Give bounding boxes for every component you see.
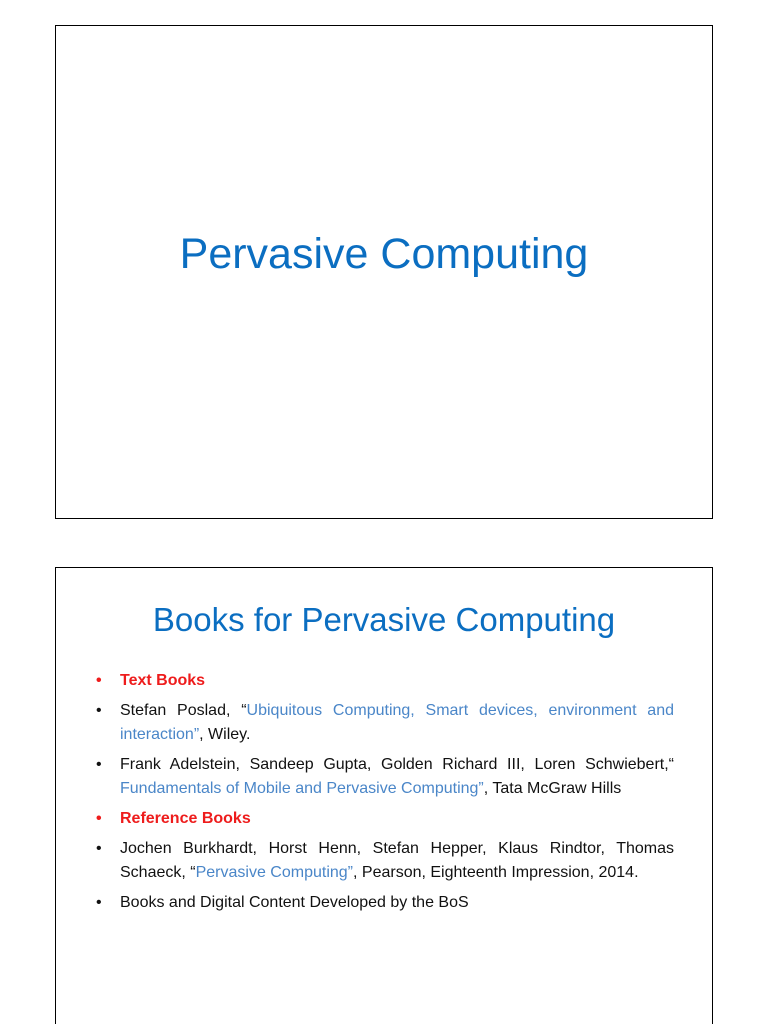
bullet-icon: • — [96, 756, 102, 773]
heading-label: Reference Books — [120, 810, 251, 827]
bullet-icon: • — [96, 894, 102, 911]
publisher-text: , Pearson, Eighteenth Impression, 2014. — [353, 864, 639, 881]
slide-title: Pervasive Computing — [179, 230, 589, 278]
author-text: Stefan Poslad, “ — [120, 702, 247, 719]
publisher-text: , Wiley. — [199, 726, 251, 743]
bullet-icon: • — [96, 702, 102, 719]
author-text: Jochen Burkhardt, Horst Henn, Stefan Hepper, Klaus Rindtor, Thomas Schaeck, “ — [120, 840, 674, 881]
list-item — [96, 699, 674, 747]
bullet-icon: • — [96, 810, 102, 827]
bullet-icon: • — [96, 840, 102, 857]
text-books-heading — [96, 669, 674, 693]
book-title: Pervasive Computing” — [195, 864, 353, 881]
list-item — [96, 891, 674, 915]
books-slide — [55, 567, 713, 1024]
list-item — [96, 837, 674, 885]
reference-books-heading — [96, 807, 674, 831]
publisher-text: , Tata McGraw Hills — [483, 780, 622, 797]
title-slide — [55, 25, 713, 519]
slide-title: Books for Pervasive Computing — [152, 601, 616, 638]
item-text: Books and Digital Content Developed by the BoS — [120, 894, 469, 911]
heading-label: Text Books — [120, 672, 206, 689]
bullet-icon: • — [96, 672, 102, 689]
book-title: Ubiquitous Computing, Smart devices, environment and interaction” — [120, 702, 674, 743]
book-title: Fundamentals of Mobile and Pervasive Computing” — [120, 780, 484, 797]
list-item — [96, 753, 674, 801]
author-text: Frank Adelstein, Sandeep Gupta, Golden Richard III, Loren Schwiebert,“ — [120, 756, 674, 773]
book-list — [96, 669, 674, 921]
